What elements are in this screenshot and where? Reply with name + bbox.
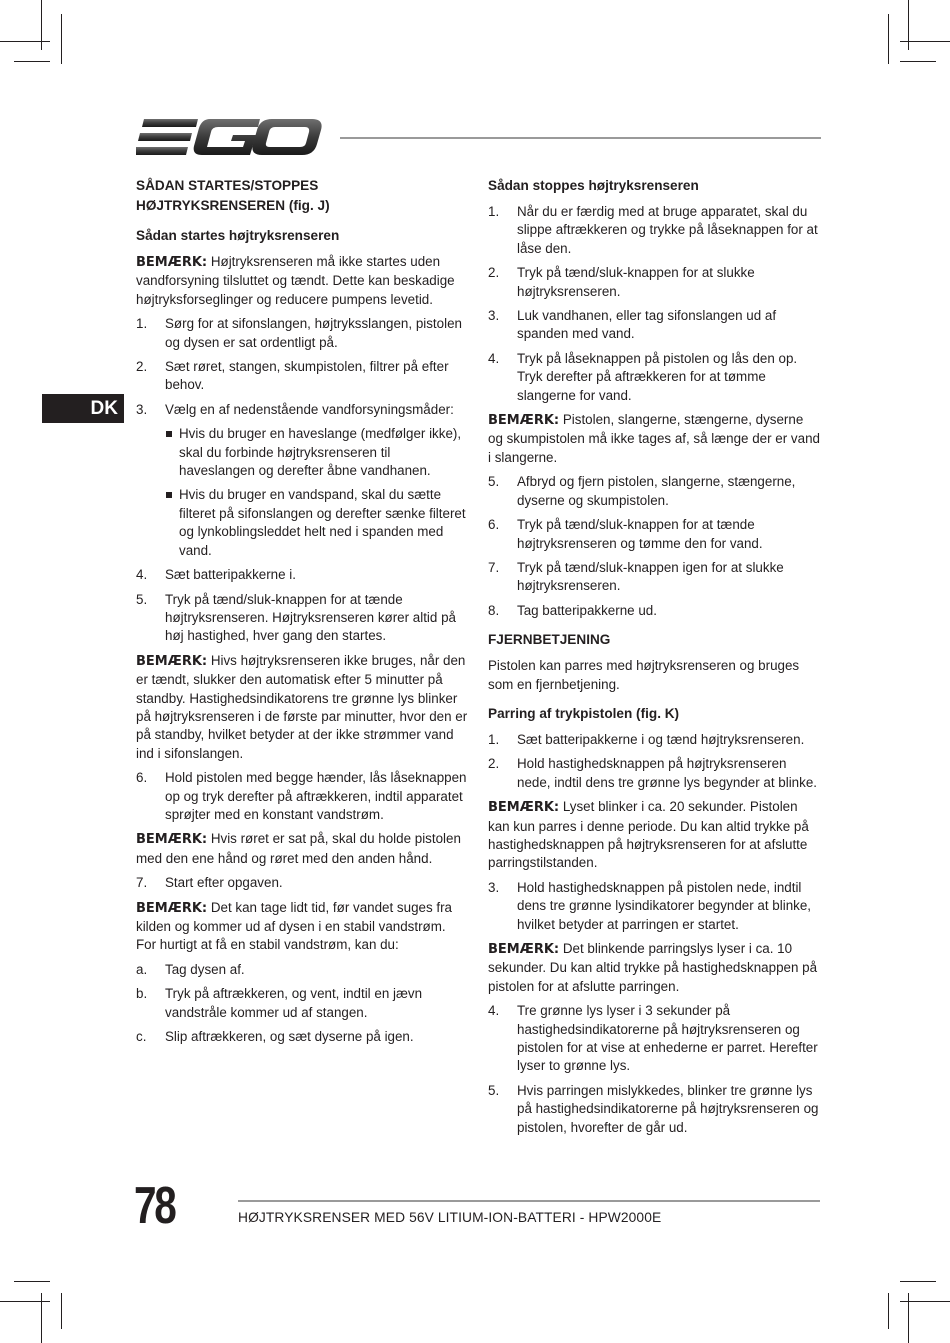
item-number: 1. bbox=[488, 204, 500, 219]
item-text: Tre grønne lys lyser i 3 sekunder på hastighedsindikatorerne på højtryksrenseren og pistolen for at vise at enhederne er parret. Herefter lyser to grønne lys. bbox=[517, 1003, 818, 1074]
remote-text: Pistolen kan parres med højtryksrenseren og bruges som en fjernbetjening. bbox=[488, 658, 800, 692]
item-text: Sørg for at sifonslangen, højtryksslangen, pistolen og dysen er sat ordentligt på. bbox=[165, 316, 462, 350]
item-number: 3. bbox=[488, 308, 500, 324]
item-text: Sæt batteripakkerne i. bbox=[165, 567, 296, 583]
item-number: 2. bbox=[488, 265, 500, 281]
item-number: 6. bbox=[488, 517, 500, 533]
list-item bbox=[136, 315, 468, 352]
item-number: 6. bbox=[136, 770, 148, 786]
item-number: 5. bbox=[488, 1082, 500, 1098]
step-list bbox=[136, 315, 468, 419]
note-label: BEMÆRK: bbox=[488, 800, 560, 816]
item-text: Når du er færdig med at bruge apparatet, skal du slippe aftrækkeren og trykke på låseknappen for at låse den. bbox=[517, 204, 818, 256]
item-text: Sæt røret, stangen, skumpistolen, filtrer på efter behov. bbox=[165, 359, 449, 393]
list-item bbox=[136, 874, 468, 892]
item-text: Tag dysen af. bbox=[165, 961, 245, 977]
item-number: 1. bbox=[488, 731, 500, 747]
item-text: Tryk på tænd/sluk-knappen for at tænde højtryksrenseren. Højtryksrenseren kører altid på høj hastighed, hver gang den startes. bbox=[165, 591, 456, 644]
note-text: Højtryksrenseren må ikke startes uden vandforsyning tilsluttet og tændt. Dette kan beskadige højtryksforseglinger og reducere pumpens levetid. bbox=[136, 254, 455, 307]
note bbox=[136, 253, 468, 309]
list-item bbox=[136, 566, 468, 584]
list-item bbox=[488, 731, 820, 749]
item-text: Tryk på tænd/sluk-knappen igen for at slukke højtryksrenseren. bbox=[517, 559, 784, 594]
page-number: 78 bbox=[134, 1177, 175, 1235]
item-number: 4. bbox=[136, 567, 148, 583]
note-text: Lyset blinker i ca. 20 sekunder. Pistolen kan kun parres i denne periode. Du kan altid trykke på hastighedsknappen på højtryksrenseren for at afslutte parringstilstanden. bbox=[488, 799, 809, 871]
note-label: BEMÆRK: bbox=[136, 653, 208, 669]
heading-remote: FJERNBETJENING bbox=[488, 632, 611, 648]
item-number: 3. bbox=[488, 879, 500, 895]
list-item bbox=[488, 1082, 820, 1137]
item-number: 2. bbox=[136, 359, 148, 375]
item-number: 7. bbox=[488, 559, 500, 575]
list-item bbox=[488, 516, 820, 553]
item-text: Hold hastighedsknappen på højtryksrenseren nede, indtil dens tre grønne lys begynder at blinke. bbox=[517, 756, 817, 790]
item-text: Luk vandhanen, eller tag sifonslangen ud af spanden med vand. bbox=[517, 308, 777, 342]
list-item bbox=[488, 473, 820, 510]
note bbox=[136, 830, 468, 868]
item-text: Start efter opgaven. bbox=[165, 875, 283, 891]
footer-rule bbox=[238, 1200, 820, 1202]
bullet-text: Hvis du bruger en vandspand, skal du sætte filteret på sifonslangen og derefter sænke filteret og lynkoblingsleddet helt ned i spanden med vand. bbox=[179, 487, 466, 558]
list-item bbox=[136, 769, 468, 824]
right-column bbox=[488, 176, 820, 1143]
item-text: Hold pistolen med begge hænder, lås låseknappen op og tryk derefter på aftrækkeren, indtil apparatet sprøjter med en konstant vandstrøm. bbox=[165, 770, 467, 822]
list-item bbox=[488, 264, 820, 301]
item-number: 8. bbox=[488, 602, 500, 618]
note-text: Det blinkende parringslys lyser i ca. 10 sekunder. Du kan altid trykke på hastighedsknappen på pistolen for at afslutte parringen. bbox=[488, 941, 818, 994]
subheading-stop: Sådan stoppes højtryksrenseren bbox=[488, 178, 699, 193]
list-item bbox=[488, 350, 820, 405]
list-item bbox=[488, 602, 820, 620]
item-text: Tag batteripakkerne ud. bbox=[517, 602, 657, 618]
section-heading: SÅDAN STARTES/STOPPES HØJTRYKSRENSEREN (fig. J) bbox=[136, 178, 330, 213]
item-text: Vælg en af nedenstående vandforsyningsmåder: bbox=[165, 401, 454, 417]
subheading-pairing: Parring af trykpistolen (fig. K) bbox=[488, 705, 680, 721]
note-text: Pistolen, slangerne, stængerne, dyserne og skumpistolen må ikke tages af, så længe der er vand i slangerne. bbox=[488, 412, 820, 465]
note bbox=[488, 798, 820, 873]
header-rule bbox=[340, 137, 821, 139]
note bbox=[488, 940, 820, 996]
item-number: 3. bbox=[136, 401, 148, 417]
item-number: 4. bbox=[488, 350, 500, 366]
item-number: 5. bbox=[136, 591, 148, 607]
item-text: Hvis parringen mislykkedes, blinker tre grønne lys på hastighedsindikatorerne på højtryksrenseren og pistolen, hvorefter de går ud. bbox=[517, 1082, 819, 1135]
item-number: 5. bbox=[488, 474, 500, 490]
item-text: Slip aftrækkeren, og sæt dyserne på igen. bbox=[165, 1029, 414, 1045]
list-item bbox=[488, 307, 820, 344]
item-text: Tryk på låseknappen på pistolen og lås den op. Tryk derefter på aftrækkeren for at tømme slangerne for vand. bbox=[517, 350, 798, 403]
item-text: Hold hastighedsknappen på pistolen nede, indtil dens tre grønne lysindikatorer begynder at blinke, hvilket betyder at parringen er startet. bbox=[517, 879, 812, 932]
list-item bbox=[136, 358, 468, 395]
item-number: 2. bbox=[488, 756, 500, 772]
list-item bbox=[136, 401, 468, 419]
list-item bbox=[488, 879, 820, 934]
item-text: Sæt batteripakkerne i og tænd højtryksrenseren. bbox=[517, 731, 805, 747]
item-number: a. bbox=[136, 961, 148, 977]
note bbox=[136, 652, 468, 763]
subheading-start: Sådan startes højtryksrenseren bbox=[136, 228, 340, 243]
item-number: 7. bbox=[136, 875, 148, 891]
note bbox=[136, 899, 468, 955]
list-item bbox=[488, 203, 820, 258]
note-text: Hivs højtryksrenseren ikke bruges, når den er tændt, slukker den automatisk efter 5 minutter på standby. Hastighedsindikatorens tre grønne lys blinker på højtryksrenseren i de første par minutter, hvor den er på standby, hvilket betyder at der ikke strømmer vand ind i sifonslangen. bbox=[136, 652, 468, 761]
item-number: c. bbox=[136, 1029, 147, 1045]
note-text: Hvis røret er sat på, skal du holde pistolen med den ene hånd og røret med den anden hånd. bbox=[136, 831, 461, 866]
note-label: BEMÆRK: bbox=[488, 413, 560, 429]
item-text: Tryk på aftrækkeren, og vent, indtil en jævn vandstråle kommer ud af stangen. bbox=[165, 986, 423, 1020]
item-text: Tryk på tænd/sluk-knappen for at tænde højtryksrenseren og tømme den for vand. bbox=[517, 517, 763, 551]
bullet-item bbox=[136, 425, 468, 480]
bullet-square-icon bbox=[166, 492, 172, 498]
note-text: Det kan tage lidt tid, før vandet suges fra kilden og kommer ud af dysen i en stabil vandstrøm. For hurtigt at få en stabil vandstrøm, kan du: bbox=[136, 899, 453, 953]
item-number: 1. bbox=[136, 316, 148, 332]
left-column bbox=[136, 176, 468, 1052]
list-item bbox=[136, 591, 468, 646]
note-label: BEMÆRK: bbox=[488, 942, 560, 957]
list-item bbox=[488, 1002, 820, 1076]
item-number: b. bbox=[136, 986, 148, 1002]
item-text: Afbryd og fjern pistolen, slangerne, stængerne, dyserne og skumpistolen. bbox=[517, 474, 796, 508]
list-item bbox=[136, 961, 468, 979]
footer-title: HØJTRYKSRENSER MED 56V LITIUM-ION-BATTERI - HPW2000E bbox=[238, 1210, 662, 1225]
note-label: BEMÆRK: bbox=[136, 832, 208, 848]
bullet-item bbox=[136, 486, 468, 560]
list-item bbox=[136, 985, 468, 1022]
note-label: BEMÆRK: bbox=[136, 255, 208, 270]
bullet-square-icon bbox=[166, 431, 172, 437]
list-item bbox=[488, 559, 820, 596]
note bbox=[488, 411, 820, 467]
list-item bbox=[488, 755, 820, 792]
ego-logo bbox=[136, 116, 322, 158]
note-label: BEMÆRK: bbox=[136, 900, 208, 916]
language-tab: DK bbox=[42, 394, 124, 423]
bullet-text: Hvis du bruger en haveslange (medfølger ikke), skal du forbinde højtryksrenseren til haveslangen og derefter åbne vandhanen. bbox=[179, 426, 462, 479]
item-text: Tryk på tænd/sluk-knappen for at slukke højtryksrenseren. bbox=[517, 265, 755, 299]
item-number: 4. bbox=[488, 1003, 500, 1019]
list-item bbox=[136, 1028, 468, 1046]
